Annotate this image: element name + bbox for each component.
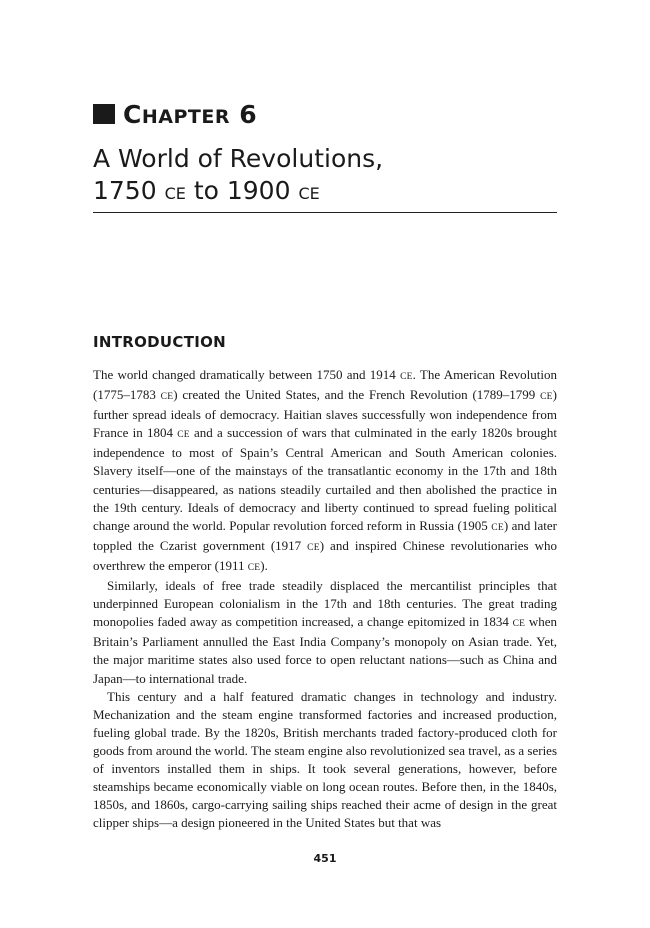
paragraph-2: Similarly, ideals of free trade steadily displaced the mercantilist principles that underpinned European colonialism in the 17th and 18th centuries. The great trading monopolies faded away as competition increased, a change epitomized in 1834 CE when Britain’s Parliament annulled the East India Company’s monopoly on Asian trade. Yet, the major maritime states also used force to open reluctant nations—such as China and Japan—to international trade. — [93, 578, 557, 686]
paragraph-3: This century and a half featured dramatic changes in technology and industry. Mechanization and the steam engine transformed factories and increased production, fueling global trade. By the 1820s, British merchants traded factory-produced cloth for goods from around the world. The steam engine also revolutionized sea travel, as a series of inventors installed them in ships. It took several generations, however, before steamships became economically viable on long ocean routes. Before then, in the 1840s, 1850s, and 1860s, cargo-carrying sailing ships reached their acme of design in the great clipper ships—a design pioneered in the United States but that was — [93, 688, 558, 831]
title-era-start: CE — [164, 184, 186, 203]
title-year-start: 1750 — [93, 176, 157, 205]
section-heading: INTRODUCTION — [93, 333, 227, 351]
title-divider — [93, 212, 557, 213]
square-bullet-icon — [93, 104, 115, 124]
chapter-heading — [93, 100, 257, 132]
chapter-number: 6 — [239, 100, 258, 129]
chapter-label-rest: HAPTER — [141, 106, 230, 128]
paragraph-1: The world changed dramatically between 1750 and 1914 CE. The American Revolution (1775–1783 CE) created the United States, and the French Revolution (1789–1799 CE) further spread ideals of democracy. Haitian slaves successfully won independence from France in 1804 CE and a succession of wars that culminated in the early 1820s brought independence to most of Spain’s Central American and South American colonies. Slavery itself—one of the mainstays of the transatlantic economy in the 17th and 18th centuries—disappeared, as nations steadily curtailed and then abolished the practice in the 19th century. Ideals of democracy and liberty continued to spread fueling political change around the world. Popular revolution forced reform in Russia (1905 CE) and later toppled the Czarist government (1917 CE) and inspired Chinese revolutionaries who overthrew the emperor (1911 CE). — [93, 367, 557, 573]
chapter-title-line-1: A World of Revolutions, — [93, 144, 384, 173]
title-year-end: to 1900 — [193, 176, 291, 205]
chapter-title-line-2 — [93, 175, 383, 210]
page-number: 451 — [313, 852, 337, 865]
chapter-label-initial: C — [123, 100, 142, 129]
title-era-end: CE — [298, 184, 320, 203]
body-text — [93, 366, 557, 832]
chapter-title — [93, 143, 383, 210]
